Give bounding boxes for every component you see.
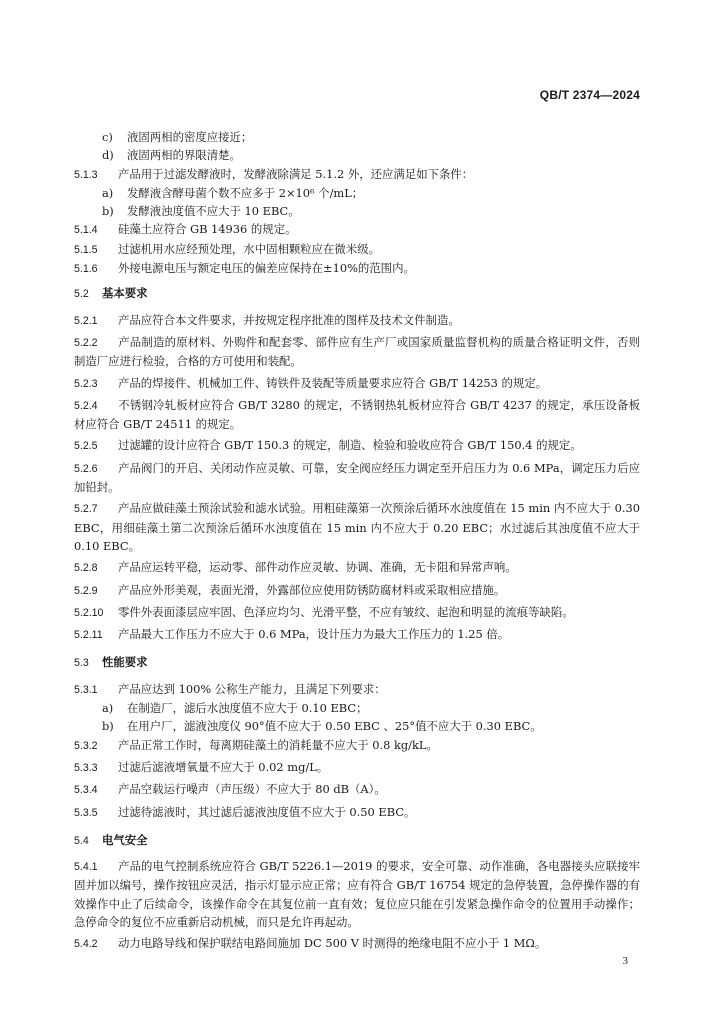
- clause-number: 5.4.2: [74, 938, 98, 951]
- item-label: a): [102, 185, 114, 200]
- clause-number: 5.1.5: [74, 243, 98, 256]
- item-label: c): [102, 130, 113, 144]
- clause-number: 5.3.2: [74, 739, 98, 752]
- clause-text: 产品应外形美观，表面光滑，外露部位应使用防锈防腐材料或采取相应措施。: [118, 582, 506, 597]
- clause-paragraph: [74, 374, 640, 393]
- clause-number: 5.3.5: [74, 806, 98, 819]
- clause-number: 5.3.4: [74, 784, 98, 797]
- clause-text: 过滤后滤液增氧量不应大于 0.02 mg/L。: [118, 759, 329, 774]
- clause-paragraph: [74, 603, 640, 622]
- section-title: 性能要求: [102, 655, 148, 670]
- clause-text: 产品应做硅藻土预涂试验和滤水试验。用粗硅藻第一次预涂后循环水浊度值在 15 min 内不应大于 0.30 EBC，用细硅藻土第二次预涂后循环水浊度值在 15 min 内不应大于 0.20 EBC；水过滤后其浊度值不应大于 0.10 EBC。: [74, 501, 640, 553]
- clause-number: 5.2.6: [74, 462, 98, 475]
- clause-paragraph: [74, 499, 640, 555]
- clause-text: 产品的电气控制系统应符合 GB/T 5226.1—2019 的要求，安全可靠、动作准确，各电器接头应联接牢固并加以编号，操作按钮应灵活，指示灯显示应正常；应有符合 GB/T 16754 规定的急停装置，急停操作器的有效操作中止了后续命令，该操作命令在其复位前一直有效；复位应只能在引发紧急操作命令的位置用手动操作；急停命令的复位不应重新启动机械，而只是允许再起动。: [74, 859, 640, 929]
- section-number: 5.4: [74, 834, 89, 847]
- section-heading-5-4: [74, 831, 640, 850]
- item-label: b): [102, 719, 114, 734]
- clause-text: 过滤机用水应经预处理，水中固相颗粒应在微米级。: [118, 241, 380, 256]
- clause-number: 5.2.9: [74, 584, 98, 597]
- page-number: 3: [622, 955, 628, 967]
- clause-paragraph: [74, 736, 640, 755]
- clause-text: 产品正常工作时，每离期硅藻土的消耗量不应大于 0.8 kg/kL。: [118, 737, 438, 752]
- clause-paragraph: [74, 857, 640, 931]
- standard-code: QB/T 2374—2024: [539, 88, 640, 102]
- item-label: b): [102, 204, 114, 219]
- item-text: 在制造厂，滤后水浊度值不应大于 0.10 EBC；: [127, 701, 368, 716]
- clause-number: 5.2.1: [74, 314, 98, 327]
- clause-number: 5.1.4: [74, 224, 98, 237]
- clause-number: 5.2.2: [74, 336, 98, 349]
- clause-paragraph: [74, 311, 640, 330]
- clause-paragraph: [74, 758, 640, 777]
- clause-text: 产品的焊接件、机械加工件、铸铁件及装配等质量要求应符合 GB/T 14253 的规定。: [118, 375, 548, 390]
- item-text: 发酵液含酵母菌个数不应多于 2×10⁶ 个/mL；: [127, 185, 364, 200]
- item-label: a): [102, 701, 114, 716]
- document-body: [74, 128, 640, 957]
- clause-text: 产品制造的原材料、外购件和配套零、部件应有生产厂或国家质量监督机构的质量合格证明文件，否则制造厂应进行检验，合格的方可使用和装配。: [74, 334, 640, 369]
- clause-number: 5.2.11: [74, 629, 103, 642]
- clause-paragraph: [74, 934, 640, 953]
- clause-text: 过滤待滤液时，其过滤后滤液浊度值不应大于 0.50 EBC。: [118, 804, 416, 819]
- clause-5-1-3: [74, 165, 640, 184]
- clause-text: 过滤罐的设计应符合 GB/T 150.3 的规定，制造、检验和验收应符合 GB/T 150.4 的规定。: [118, 438, 582, 453]
- clause-number: 5.1.6: [74, 263, 98, 276]
- clause-paragraph: [74, 333, 640, 371]
- clause-text: 产品应达到 100% 公称生产能力，且满足下列要求：: [118, 681, 386, 696]
- list-item: [74, 202, 640, 220]
- clause-paragraph: [74, 780, 640, 799]
- clause-number: 5.2.5: [74, 440, 98, 453]
- clause-number: 5.2.10: [74, 606, 104, 619]
- clause-paragraph: [74, 459, 640, 497]
- clause-5-1-5: [74, 240, 640, 259]
- clause-text: 外接电源电压与额定电压的偏差应保持在±10%的范围内。: [118, 261, 415, 276]
- clause-5-3-1: [74, 680, 640, 699]
- list-item: [74, 146, 640, 164]
- section-heading-5-3: [74, 653, 640, 672]
- clause-paragraph: [74, 436, 640, 455]
- clause-number: 5.2.3: [74, 377, 98, 390]
- item-label: d): [102, 148, 114, 163]
- clause-paragraph: [74, 396, 640, 434]
- list-item: [74, 184, 640, 202]
- clause-paragraph: [74, 558, 640, 577]
- clause-text: 零件外表面漆层应牢固、色泽应均匀、光滑平整，不应有皱纹、起泡和明显的流痕等缺陷。: [118, 604, 574, 619]
- clause-paragraph: [74, 625, 640, 644]
- clause-paragraph: [74, 581, 640, 600]
- clause-text: 产品空载运行噪声（声压级）不应大于 80 dB（A）。: [118, 782, 386, 797]
- clause-text: 产品阀门的开启、关闭动作应灵敏、可靠，安全阀应经压力调定至开启压力为 0.6 MPa，调定压力后应加铅封。: [74, 460, 640, 495]
- section-5-4-clauses: [74, 857, 640, 953]
- clause-text: 不锈钢冷轧板材应符合 GB/T 3280 的规定，不锈钢热轧板材应符合 GB/T 4237 的规定，承压设备板材应符合 GB/T 24511 的规定。: [74, 397, 640, 432]
- clause-number: 5.3.1: [74, 683, 98, 696]
- clause-text: 硅藻土应符合 GB 14936 的规定。: [118, 222, 297, 237]
- item-text: 发酵液浊度值不应大于 10 EBC。: [127, 204, 300, 219]
- clause-number: 5.1.3: [74, 168, 98, 181]
- clause-number: 5.3.3: [74, 761, 98, 774]
- clause-number: 5.2.4: [74, 399, 98, 412]
- clause-number: 5.2.8: [74, 562, 98, 575]
- section-heading-5-2: [74, 284, 640, 303]
- section-number: 5.2: [74, 288, 89, 301]
- clause-number: 5.4.1: [74, 861, 98, 874]
- clause-number: 5.2.7: [74, 503, 98, 516]
- section-title: 基本要求: [102, 286, 148, 301]
- clause-text: 动力电路导线和保护联结电路间施加 DC 500 V 时测得的绝缘电阻不应小于 1 MΩ。: [118, 936, 547, 951]
- list-item: [74, 128, 640, 146]
- section-5-2-clauses: [74, 311, 640, 645]
- item-text: 液固两相的密度应接近；: [127, 130, 253, 144]
- clause-paragraph: [74, 803, 640, 822]
- clause-5-1-6: [74, 259, 640, 278]
- clause-text: 产品应符合本文件要求，并按规定程序批准的图样及技术文件制造。: [118, 312, 460, 327]
- clause-text: 产品应运转平稳，运动零、部件动作应灵敏、协调、准确，无卡阻和异常声响。: [118, 560, 517, 575]
- list-item: [74, 717, 640, 735]
- clause-text: 产品最大工作压力不应大于 0.6 MPa，设计压力为最大工作压力的 1.25 倍。: [118, 627, 510, 642]
- section-title: 电气安全: [102, 832, 148, 847]
- item-text: 在用户厂，滤液浊度仪 90°值不应大于 0.50 EBC 、25°值不应大于 0.30 EBC。: [127, 719, 542, 734]
- item-text: 液固两相的界限清楚。: [127, 148, 241, 163]
- clause-5-1-4: [74, 220, 640, 239]
- section-number: 5.3: [74, 657, 89, 670]
- section-5-3-clauses: [74, 736, 640, 822]
- clause-text: 产品用于过滤发酵液时，发酵液除满足 5.1.2 外，还应满足如下条件：: [118, 166, 474, 181]
- list-item: [74, 699, 640, 717]
